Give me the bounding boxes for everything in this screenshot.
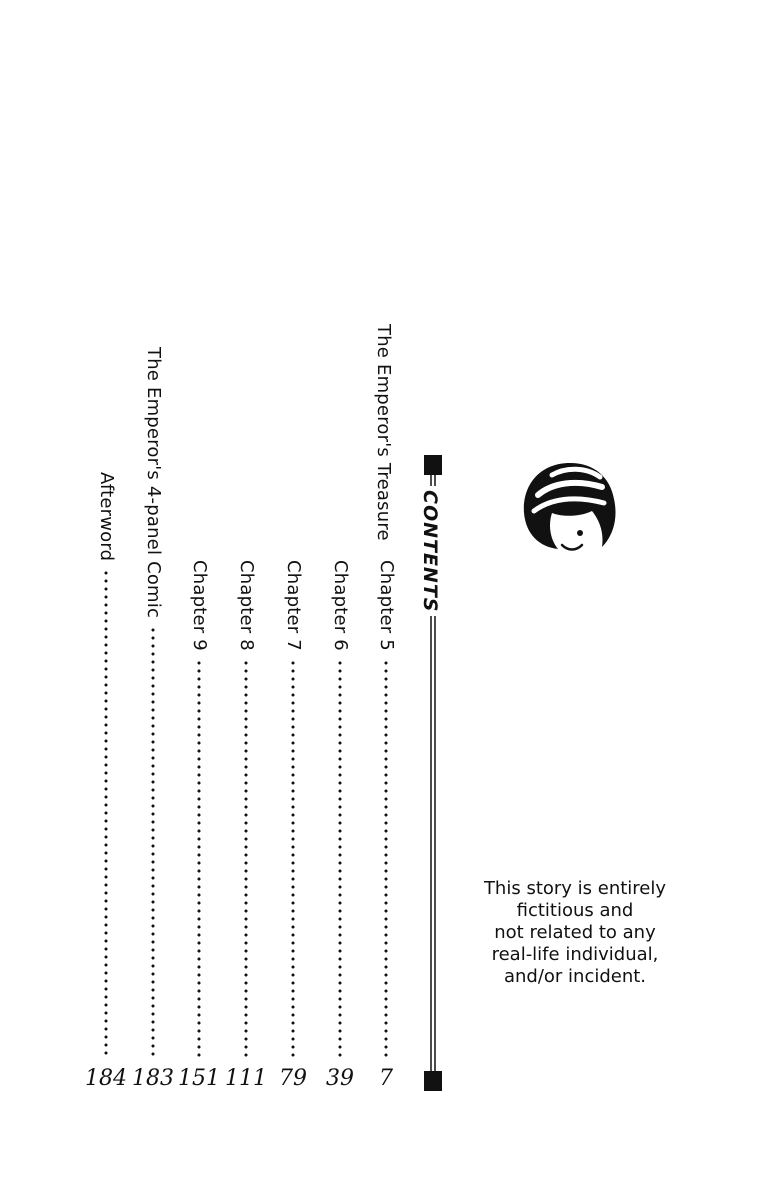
- leader-dots: [338, 659, 342, 1057]
- disclaimer: [470, 878, 680, 988]
- arc-title: The Emperor's Treasure: [373, 324, 394, 541]
- swirl-hair-face-icon: [518, 455, 618, 565]
- leader-dots: [151, 626, 155, 1057]
- toc-entry-page: 79: [279, 1066, 307, 1091]
- leader-dots: [197, 659, 201, 1057]
- toc-entry[interactable]: [234, 560, 258, 1065]
- toc-entry[interactable]: [328, 560, 352, 1065]
- leader-dots: [104, 569, 108, 1057]
- toc-entry-page: 184: [85, 1066, 127, 1091]
- disclaimer-line: not related to any: [494, 922, 656, 943]
- toc-entry[interactable]: [94, 472, 118, 1065]
- toc-entry-page: 39: [326, 1066, 354, 1091]
- toc-entry-page: 183: [132, 1066, 174, 1091]
- toc-entry-page: 7: [379, 1066, 393, 1091]
- toc-entry-label: Afterword: [96, 472, 117, 562]
- disclaimer-line: and/or incident.: [503, 966, 647, 987]
- toc-entry-page: 151: [178, 1066, 220, 1091]
- contents-heading: CONTENTS: [420, 486, 439, 616]
- leader-dots: [384, 659, 388, 1057]
- leader-dots: [244, 659, 248, 1057]
- toc-entry[interactable]: [281, 560, 305, 1065]
- toc-entry[interactable]: [374, 560, 398, 1065]
- leader-dots: [291, 659, 295, 1057]
- toc-entry-label: The Emperor's 4-panel Comic: [143, 347, 164, 619]
- disclaimer-line: This story is entirely: [483, 878, 667, 899]
- toc-entry-label: Chapter 8: [236, 560, 257, 651]
- disclaimer-line: real-life individual,: [491, 944, 659, 965]
- toc-entry-label: Chapter 7: [283, 560, 304, 651]
- toc-entry-label: Chapter 5: [376, 560, 397, 651]
- disclaimer-line: fictitious and: [516, 900, 634, 921]
- toc-entry-label: Chapter 6: [330, 560, 351, 651]
- toc-entry[interactable]: [141, 347, 165, 1065]
- toc-entry-label: Chapter 9: [189, 560, 210, 651]
- toc-entry[interactable]: [187, 560, 211, 1065]
- toc-entry-page: 111: [225, 1066, 267, 1091]
